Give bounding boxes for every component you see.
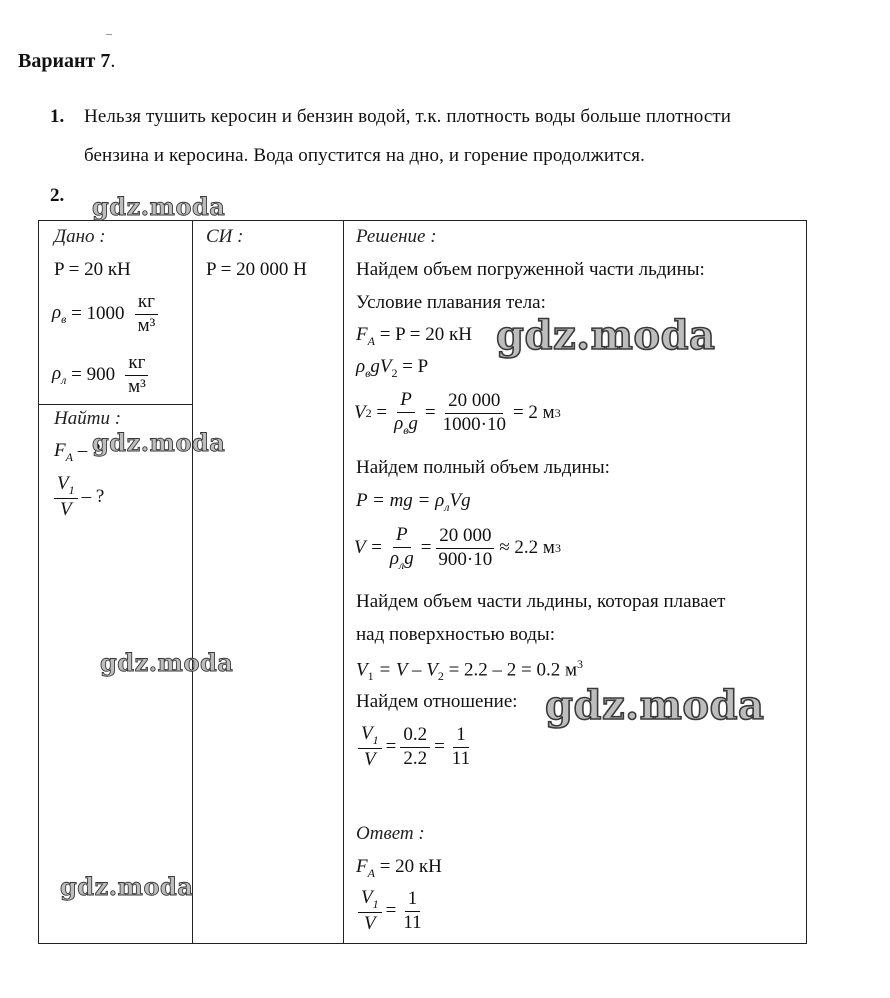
watermark-logo: gdz.moda [100, 648, 234, 677]
answer-header: Ответ : [356, 823, 425, 844]
solution-line-1: Найдем объем погруженной части льдины: [356, 259, 705, 280]
variant-title: Вариант 7. [18, 50, 116, 72]
watermark-logo: gdz.moda [60, 872, 194, 901]
answer-ratio: $\frac{V_1}{V}$ = $\frac{1}{11}$ [354, 888, 429, 935]
column-divider-1 [192, 220, 193, 944]
find-header: Найти : [54, 408, 122, 429]
solution-line-2: Условие плавания тела: [356, 292, 546, 313]
answer-1-line-2: бензина и керосина. Вода опустится на дно, и горение продолжится. [84, 145, 645, 166]
given-rho-water: $\rho_в$ = 1000 $\frac{кг}{\text{м³}}$ [52, 292, 162, 337]
solution-header: Решение : [356, 226, 437, 247]
watermark-logo: gdz.moda [92, 428, 226, 457]
watermark-logo: gdz.moda [545, 682, 765, 729]
watermark-logo: gdz.moda [496, 312, 716, 359]
solution-eq-1: $F_A = P = 20$ кН [356, 324, 472, 348]
answer-fa: $F_A = 20$ кН [356, 856, 442, 880]
given-header: Дано : [54, 226, 106, 247]
find-ratio: $\frac{V_1}{V}$ – ? [50, 474, 104, 521]
answer-1-line-1: Нельзя тушить керосин и бензин водой, т.к. плотность воды больше плотности [84, 106, 732, 127]
solution-line-3: Найдем полный объем льдины: [356, 457, 610, 478]
solution-ratio: $\frac{V_1}{V}$ = $\frac{0.2}{2.2}$ = $\frac{1}{11}$ [354, 724, 477, 771]
decorative-mark [106, 34, 112, 35]
solution-v-formula: V = $\frac{P}{\rho_лg}$ = $\frac{20 000}{900\cdot 10}$ ≈ 2.2 м 3 [354, 524, 561, 572]
watermark-logo: gdz.moda [92, 192, 226, 221]
solution-line-6: Найдем отношение: [356, 691, 518, 712]
solution-v2-formula: V 2 = $\frac{P}{\rho_вg}$ = $\frac{20 000}{1000\cdot 10}$ = 2 м 3 [354, 389, 561, 437]
solution-eq-3: P = mg = $\rho_лVg$ [356, 490, 471, 514]
item-number-1: 1. [50, 106, 65, 127]
given-find-divider [38, 404, 193, 405]
find-fa: $F_A$ – ? [54, 440, 101, 464]
solution-v1-eq: $V_1 = V - V_2 = 2.2 - 2 = 0.2$ $м^3$ [356, 657, 584, 684]
given-rho-ice: $\rho_л$ = 900 $\frac{кг}{\text{м³}}$ [52, 353, 153, 398]
solution-line-5: над поверхностью воды: [356, 624, 555, 645]
solution-eq-2: $\rho_вgV_2 = P$ [356, 356, 429, 380]
item-number-2: 2. [50, 185, 65, 206]
si-p: P = 20 000 Н [206, 259, 307, 280]
solution-line-4: Найдем объем части льдины, которая плавает [356, 591, 726, 612]
given-p: P = 20 кН [54, 259, 131, 280]
column-divider-2 [343, 220, 344, 944]
si-header: СИ : [206, 226, 244, 247]
